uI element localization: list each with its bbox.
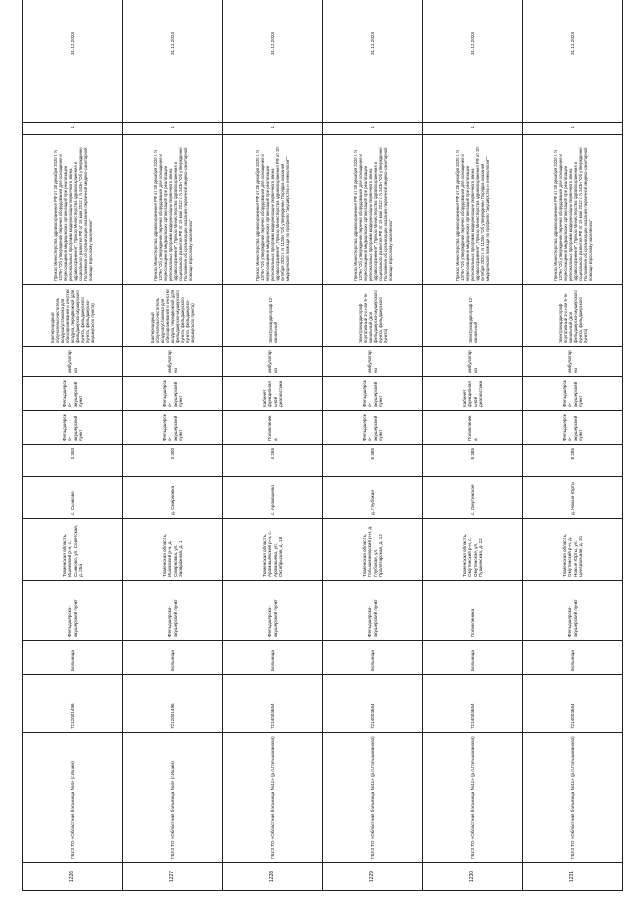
quantity-cell: 1 [323, 123, 423, 135]
profile-cell: Поликлиника [423, 411, 523, 445]
legal-basis-cell: Приказ Министерства здравоохранения РФ от 28 декабря 2020 г. N 1379н "Об утверждении перечня оборудования для оснащения и переоснащения медицинских организаций при реализации региональных программ модернизации первичного звена здравоохранения", Приказ Министерства здравоохранения и социального развития РФ от 15 мая 2012 г. N 543н "Об утверждении Положения об организации оказания первичной медико-санитарной помощи взрослому населению" [323, 135, 423, 285]
settlement-cell: с. Сынково [23, 477, 123, 519]
room-cell: Фельдшерско-акушерский пункт [523, 377, 623, 411]
inn-code-cell: 7214004654 [323, 675, 423, 733]
table-row [423, 0, 523, 891]
profile-cell: Фельдшерско-акушерский пункт [123, 411, 223, 445]
equipment-name-cell: Бактерицидный облучатель/очиститель воздуха/установка для обеззараживания и очистки воздуха, передвижной (для фельдшерско-акушерского пункта, фельдшерского пункта, фельдшерско-акушерского пункта) [123, 285, 223, 347]
equipment-name-cell: Бактерицидный облучатель/очиститель воздуха/установка для обеззараживания и очистки воздуха, передвижной (для фельдшерско-акушерского пункта, фельдшерского пункта, фельдшерско-акушерского пункта) [23, 285, 123, 347]
room-cell: Фельдшерско-акушерский пункт [23, 377, 123, 411]
equipment-table [22, 0, 623, 891]
inn-code-cell: 7214004654 [423, 675, 523, 733]
address-cell: Тюменская область, Ишимский р-н, с. Сынково, ул. Советская, д. 25а [23, 519, 123, 581]
quantity-cell: 1 [423, 123, 523, 135]
equipment-name-cell: Электрокардиограф портативный 3-х или 6-ти канальный (для фельдшерско-акушерского пункта, фельдшерского пункта) [523, 285, 623, 347]
organization-type-cell: Больница [423, 641, 523, 675]
deadline-date-cell: 31.12.2023 [23, 0, 123, 123]
population-cell: 4 265 [223, 445, 323, 477]
address-cell: Тюменская область, Голышмановский р-н, д. Глубокая, ул. Пролетарская, д. 12 [323, 519, 423, 581]
quantity-cell: 1 [223, 123, 323, 135]
deadline-date-cell: 31.12.2023 [423, 0, 523, 123]
unit-name-cell: Фельдшерско-акушерский пункт [223, 581, 323, 641]
organization-type-cell: Больница [323, 641, 423, 675]
room-cell: Кабинет функциональной диагностики [423, 377, 523, 411]
population-cell: 8 285 [523, 445, 623, 477]
care-type-cell: амбулаторно [423, 347, 523, 377]
equipment-name-cell: Электрокардиограф 12-канальный [223, 285, 323, 347]
table-row [323, 0, 423, 891]
unit-name-cell: Фельдшерско-акушерский пункт [523, 581, 623, 641]
room-cell: Фельдшерско-акушерский пункт [323, 377, 423, 411]
inn-code-cell: 7212001496 [23, 675, 123, 733]
settlement-cell: с. Аромашево [223, 477, 323, 519]
settlement-cell: д. Смирновка [123, 477, 223, 519]
organization-type-cell: Больница [123, 641, 223, 675]
unit-name-cell: Фельдшерско-акушерский пункт [123, 581, 223, 641]
organization-type-cell: Больница [223, 641, 323, 675]
legal-basis-cell: Приказ Министерства здравоохранения РФ от 28 декабря 2020 г. N 1379н "Об утверждении перечня оборудования для оснащения и переоснащения медицинских организаций при реализации региональных программ модернизации первичного звена здравоохранения", Приказ Министерства здравоохранения РФ от 20 октября 2020 г. N 1128н "Об утверждении Порядка оказания медицинской помощи по профилю "акушерство и гинекология"" [423, 135, 523, 285]
address-cell: Тюменская область, Омутинский р-н, с. Омутинское, ул. Пушкинская, д. 22 [423, 519, 523, 581]
row-number-cell: 1226 [23, 863, 123, 891]
care-type-cell: амбулаторно [323, 347, 423, 377]
population-cell: 3 300 [123, 445, 223, 477]
unit-name-cell: Фельдшерско-акушерский пункт [323, 581, 423, 641]
table-row [123, 0, 223, 891]
population-cell: 6 385 [323, 445, 423, 477]
profile-cell: Поликлиника [223, 411, 323, 445]
quantity-cell: 1 [23, 123, 123, 135]
legal-basis-cell: Приказ Министерства здравоохранения РФ от 28 декабря 2020 г. N 1379н "Об утверждении перечня оборудования для оснащения и переоснащения медицинских организаций при реализации региональных программ модернизации первичного звена здравоохранения", Приказ Министерства здравоохранения РФ от 20 октября 2020 г. N 1128н "Об утверждении Порядка оказания медицинской помощи по профилю "акушерство и гинекология"" [223, 135, 323, 285]
profile-cell: Фельдшерско-акушерский пункт [23, 411, 123, 445]
organization-name-cell: ГБУЗ ТО «Областная больница №4» (г.Ишим) [123, 733, 223, 863]
table-row [523, 0, 623, 891]
organization-name-cell: ГБУЗ ТО «Областная больница №11» (р.п.Голышманово) [423, 733, 523, 863]
row-number-cell: 1230 [423, 863, 523, 891]
unit-name-cell: Фельдшерско-акушерский пункт [23, 581, 123, 641]
care-type-cell: амбулаторно [223, 347, 323, 377]
population-cell: 8 385 [423, 445, 523, 477]
population-cell: 3 300 [23, 445, 123, 477]
room-cell: Фельдшерско-акушерский пункт [123, 377, 223, 411]
inn-code-cell: 7214004654 [523, 675, 623, 733]
inn-code-cell: 7214004654 [223, 675, 323, 733]
address-cell: Тюменская область, Аромашевский р-н, с. Аромашево, ул. Октябрьская, д. 18 [223, 519, 323, 581]
profile-cell: Фельдшерско-акушерский пункт [323, 411, 423, 445]
unit-name-cell: Поликлиника [423, 581, 523, 641]
equipment-name-cell: Электрокардиограф 12-канальный [423, 285, 523, 347]
row-number-cell: 1227 [123, 863, 223, 891]
care-type-cell: амбулаторно [123, 347, 223, 377]
care-type-cell: амбулаторно [523, 347, 623, 377]
legal-basis-cell: Приказ Министерства здравоохранения РФ от 28 декабря 2020 г. N 1379н "Об утверждении перечня оборудования для оснащения и переоснащения медицинских организаций при реализации региональных программ модернизации первичного звена здравоохранения", Приказ Министерства здравоохранения и социального развития РФ от 15 мая 2012 г. N 543н "Об утверждении Положения об организации оказания первичной медико-санитарной помощи взрослому населению" [123, 135, 223, 285]
table-row [23, 0, 123, 891]
legal-basis-cell: Приказ Министерства здравоохранения РФ от 28 декабря 2020 г. N 1379н "Об утверждении перечня оборудования для оснащения и переоснащения медицинских организаций при реализации региональных программ модернизации первичного звена здравоохранения", Приказ Министерства здравоохранения и социального развития РФ от 15 мая 2012 г. N 543н "Об утверждении Положения об организации оказания первичной медико-санитарной помощи взрослому населению" [23, 135, 123, 285]
settlement-cell: д. Новые Юрты [523, 477, 623, 519]
deadline-date-cell: 31.12.2024 [123, 0, 223, 123]
legal-basis-cell: Приказ Министерства здравоохранения РФ от 28 декабря 2020 г. N 1379н "Об утверждении перечня оборудования для оснащения и переоснащения медицинских организаций при реализации региональных программ модернизации первичного звена здравоохранения", Приказ Министерства здравоохранения и социального развития РФ от 15 мая 2012 г. N 543н "Об утверждении Положения об организации оказания первичной медико-санитарной помощи взрослому населению" [523, 135, 623, 285]
deadline-date-cell: 31.12.2023 [223, 0, 323, 123]
organization-type-cell: Больница [23, 641, 123, 675]
organization-name-cell: ГБУЗ ТО «Областная больница №4» (г.Ишим) [23, 733, 123, 863]
row-number-cell: 1228 [223, 863, 323, 891]
settlement-cell: с. Омутинское [423, 477, 523, 519]
deadline-date-cell: 31.12.2023 [523, 0, 623, 123]
address-cell: Тюменская область, Омутинский р-н, д. Новые Юрты, ул. Центральная, д. 31 [523, 519, 623, 581]
row-number-cell: 1229 [323, 863, 423, 891]
organization-name-cell: ГБУЗ ТО «Областная больница №11» (р.п.Голышманово) [223, 733, 323, 863]
inn-code-cell: 7212001496 [123, 675, 223, 733]
quantity-cell: 1 [523, 123, 623, 135]
equipment-name-cell: Электрокардиограф портативный 3-х или 6-ти канальный (для фельдшерско-акушерского пункта, фельдшерского пункта) [323, 285, 423, 347]
deadline-date-cell: 31.12.2023 [323, 0, 423, 123]
row-number-cell: 1231 [523, 863, 623, 891]
table-row [223, 0, 323, 891]
room-cell: Кабинет функциональной диагностики [223, 377, 323, 411]
organization-type-cell: Больница [523, 641, 623, 675]
care-type-cell: амбулаторно [23, 347, 123, 377]
quantity-cell: 1 [123, 123, 223, 135]
profile-cell: Фельдшерско-акушерский пункт [523, 411, 623, 445]
organization-name-cell: ГБУЗ ТО «Областная больница №11» (р.п.Голышманово) [323, 733, 423, 863]
organization-name-cell: ГБУЗ ТО «Областная больница №11» (р.п.Голышманово) [523, 733, 623, 863]
settlement-cell: д. Глубокая [323, 477, 423, 519]
address-cell: Тюменская область, Ишимский р-н, д. Смирновка, ул. Заовражная, д. 1 [123, 519, 223, 581]
